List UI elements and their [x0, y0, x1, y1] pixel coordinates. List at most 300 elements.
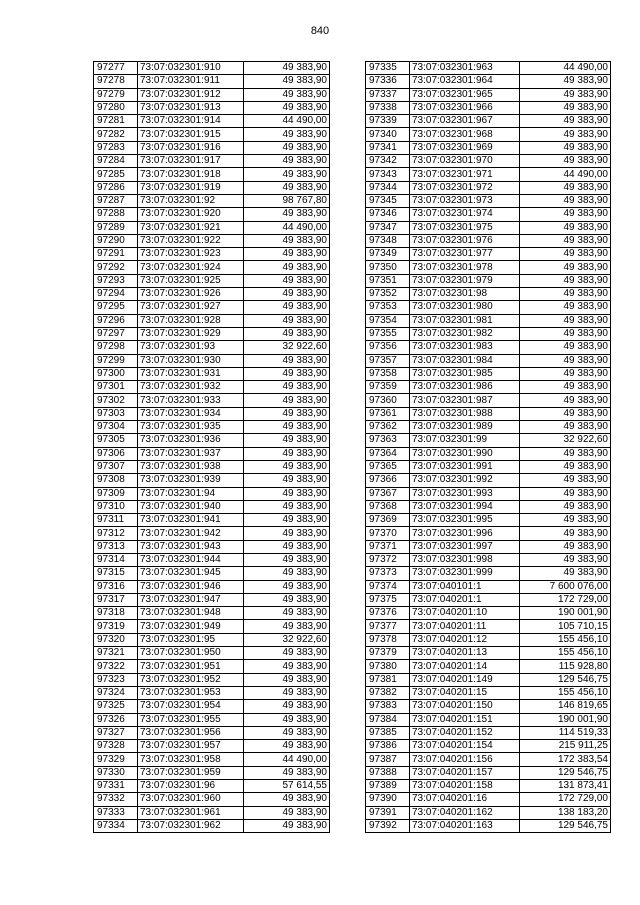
cadastral-number-cell: 73:07:032301:943 — [138, 540, 244, 553]
row-number-cell: 97385 — [366, 726, 410, 739]
value-cell: 49 383,90 — [244, 274, 330, 287]
cadastral-number-cell: 73:07:032301:969 — [410, 141, 520, 154]
table-row — [366, 115, 611, 128]
row-number-cell: 97381 — [366, 673, 410, 686]
cadastral-number-cell: 73:07:032301:967 — [410, 115, 520, 128]
table-row — [94, 248, 330, 261]
cadastral-number-cell: 73:07:032301:940 — [138, 500, 244, 513]
cadastral-number-cell: 73:07:032301:997 — [410, 540, 520, 553]
table-row — [366, 673, 611, 686]
cadastral-number-cell: 73:07:032301:972 — [410, 181, 520, 194]
table-row — [366, 394, 611, 407]
row-number-cell: 97305 — [94, 434, 138, 447]
value-cell: 49 383,90 — [520, 75, 611, 88]
cadastral-number-cell: 73:07:032301:915 — [138, 128, 244, 141]
cadastral-number-cell: 73:07:040201:154 — [410, 740, 520, 753]
value-cell: 49 383,90 — [244, 141, 330, 154]
cadastral-number-cell: 73:07:032301:947 — [138, 593, 244, 606]
table-row — [366, 381, 611, 394]
table-row — [94, 620, 330, 633]
table-row — [94, 580, 330, 593]
cadastral-number-cell: 73:07:032301:966 — [410, 101, 520, 114]
table-row — [94, 447, 330, 460]
value-cell: 49 383,90 — [244, 168, 330, 181]
row-number-cell: 97296 — [94, 314, 138, 327]
row-number-cell: 97360 — [366, 394, 410, 407]
cadastral-number-cell: 73:07:032301:912 — [138, 88, 244, 101]
row-number-cell: 97343 — [366, 168, 410, 181]
table-row — [366, 221, 611, 234]
value-cell: 49 383,90 — [244, 540, 330, 553]
value-cell: 49 383,90 — [520, 527, 611, 540]
table-row — [94, 141, 330, 154]
cadastral-number-cell: 73:07:040201:10 — [410, 607, 520, 620]
row-number-cell: 97378 — [366, 633, 410, 646]
value-cell: 49 383,90 — [244, 248, 330, 261]
cadastral-number-cell: 73:07:032301:958 — [138, 753, 244, 766]
row-number-cell: 97353 — [366, 301, 410, 314]
cadastral-number-cell: 73:07:032301:986 — [410, 381, 520, 394]
cadastral-number-cell: 73:07:032301:983 — [410, 341, 520, 354]
value-cell: 155 456,10 — [520, 647, 611, 660]
row-number-cell: 97287 — [94, 194, 138, 207]
cadastral-number-cell: 73:07:032301:920 — [138, 208, 244, 221]
right-table — [365, 61, 611, 833]
row-number-cell: 97313 — [94, 540, 138, 553]
row-number-cell: 97304 — [94, 421, 138, 434]
cadastral-number-cell: 73:07:032301:989 — [410, 421, 520, 434]
row-number-cell: 97289 — [94, 221, 138, 234]
row-number-cell: 97277 — [94, 62, 138, 75]
value-cell: 49 383,90 — [244, 434, 330, 447]
value-cell: 7 600 076,00 — [520, 580, 611, 593]
cadastral-number-cell: 73:07:040201:163 — [410, 819, 520, 832]
table-row — [94, 301, 330, 314]
cadastral-number-cell: 73:07:032301:921 — [138, 221, 244, 234]
table-row — [366, 793, 611, 806]
cadastral-number-cell: 73:07:032301:951 — [138, 660, 244, 673]
table-row — [366, 726, 611, 739]
row-number-cell: 97312 — [94, 527, 138, 540]
cadastral-number-cell: 73:07:032301:968 — [410, 128, 520, 141]
table-row — [94, 367, 330, 380]
table-row — [366, 487, 611, 500]
value-cell: 49 383,90 — [244, 593, 330, 606]
row-number-cell: 97368 — [366, 500, 410, 513]
cadastral-number-cell: 73:07:032301:911 — [138, 75, 244, 88]
row-number-cell: 97372 — [366, 553, 410, 566]
row-number-cell: 97317 — [94, 593, 138, 606]
row-number-cell: 97307 — [94, 460, 138, 473]
cadastral-number-cell: 73:07:040201:11 — [410, 620, 520, 633]
cadastral-number-cell: 73:07:032301:973 — [410, 194, 520, 207]
row-number-cell: 97310 — [94, 500, 138, 513]
row-number-cell: 97281 — [94, 115, 138, 128]
value-cell: 49 383,90 — [244, 261, 330, 274]
table-row — [366, 407, 611, 420]
row-number-cell: 97333 — [94, 806, 138, 819]
table-row — [366, 181, 611, 194]
row-number-cell: 97314 — [94, 553, 138, 566]
row-number-cell: 97311 — [94, 514, 138, 527]
cadastral-number-cell: 73:07:032301:985 — [410, 367, 520, 380]
row-number-cell: 97387 — [366, 753, 410, 766]
value-cell: 49 383,90 — [520, 553, 611, 566]
value-cell: 49 383,90 — [244, 527, 330, 540]
row-number-cell: 97282 — [94, 128, 138, 141]
row-number-cell: 97288 — [94, 208, 138, 221]
value-cell: 49 383,90 — [244, 234, 330, 247]
value-cell: 190 001,90 — [520, 713, 611, 726]
cadastral-number-cell: 73:07:032301:979 — [410, 274, 520, 287]
row-number-cell: 97321 — [94, 647, 138, 660]
table-row — [366, 593, 611, 606]
row-number-cell: 97359 — [366, 381, 410, 394]
value-cell: 49 383,90 — [244, 367, 330, 380]
cadastral-number-cell: 73:07:032301:955 — [138, 713, 244, 726]
table-row — [366, 819, 611, 832]
cadastral-number-cell: 73:07:032301:93 — [138, 341, 244, 354]
row-number-cell: 97291 — [94, 248, 138, 261]
value-cell: 49 383,90 — [244, 460, 330, 473]
table-row — [366, 514, 611, 527]
left-table — [93, 61, 330, 833]
table-row — [94, 540, 330, 553]
table-row — [366, 234, 611, 247]
cadastral-number-cell: 73:07:032301:926 — [138, 288, 244, 301]
cadastral-number-cell: 73:07:040201:149 — [410, 673, 520, 686]
table-row — [366, 354, 611, 367]
table-row — [94, 487, 330, 500]
row-number-cell: 97382 — [366, 686, 410, 699]
row-number-cell: 97367 — [366, 487, 410, 500]
cadastral-number-cell: 73:07:032301:946 — [138, 580, 244, 593]
row-number-cell: 97380 — [366, 660, 410, 673]
cadastral-number-cell: 73:07:032301:919 — [138, 181, 244, 194]
value-cell: 98 767,80 — [244, 194, 330, 207]
cadastral-number-cell: 73:07:040201:152 — [410, 726, 520, 739]
value-cell: 49 383,90 — [244, 447, 330, 460]
row-number-cell: 97308 — [94, 474, 138, 487]
row-number-cell: 97392 — [366, 819, 410, 832]
table-row — [94, 527, 330, 540]
table-row — [94, 500, 330, 513]
value-cell: 129 546,75 — [520, 766, 611, 779]
cadastral-number-cell: 73:07:040201:156 — [410, 753, 520, 766]
table-row — [366, 274, 611, 287]
value-cell: 49 383,90 — [244, 314, 330, 327]
row-number-cell: 97366 — [366, 474, 410, 487]
cadastral-number-cell: 73:07:032301:929 — [138, 327, 244, 340]
value-cell: 49 383,90 — [244, 793, 330, 806]
cadastral-number-cell: 73:07:032301:963 — [410, 62, 520, 75]
cadastral-number-cell: 73:07:032301:957 — [138, 740, 244, 753]
cadastral-number-cell: 73:07:032301:927 — [138, 301, 244, 314]
row-number-cell: 97293 — [94, 274, 138, 287]
cadastral-number-cell: 73:07:032301:941 — [138, 514, 244, 527]
value-cell: 49 383,90 — [244, 514, 330, 527]
value-cell: 49 383,90 — [520, 141, 611, 154]
value-cell: 32 922,60 — [244, 341, 330, 354]
cadastral-number-cell: 73:07:032301:935 — [138, 421, 244, 434]
value-cell: 49 383,90 — [244, 726, 330, 739]
table-row — [94, 673, 330, 686]
table-row — [94, 194, 330, 207]
cadastral-number-cell: 73:07:032301:988 — [410, 407, 520, 420]
cadastral-number-cell: 73:07:032301:917 — [138, 155, 244, 168]
cadastral-number-cell: 73:07:032301:916 — [138, 141, 244, 154]
value-cell: 49 383,90 — [244, 288, 330, 301]
row-number-cell: 97284 — [94, 155, 138, 168]
value-cell: 49 383,90 — [244, 553, 330, 566]
table-row — [366, 686, 611, 699]
value-cell: 49 383,90 — [520, 421, 611, 434]
value-cell: 49 383,90 — [520, 514, 611, 527]
value-cell: 44 490,00 — [244, 115, 330, 128]
value-cell: 49 383,90 — [244, 128, 330, 141]
value-cell: 49 383,90 — [244, 474, 330, 487]
table-row — [366, 607, 611, 620]
row-number-cell: 97315 — [94, 567, 138, 580]
table-row — [94, 647, 330, 660]
value-cell: 49 383,90 — [520, 301, 611, 314]
table-row — [366, 500, 611, 513]
table-row — [366, 421, 611, 434]
value-cell: 49 383,90 — [520, 88, 611, 101]
cadastral-number-cell: 73:07:032301:942 — [138, 527, 244, 540]
row-number-cell: 97340 — [366, 128, 410, 141]
value-cell: 49 383,90 — [244, 381, 330, 394]
page-number: 840 — [310, 25, 330, 37]
row-number-cell: 97280 — [94, 101, 138, 114]
row-number-cell: 97386 — [366, 740, 410, 753]
table-row — [94, 128, 330, 141]
table-row — [366, 567, 611, 580]
value-cell: 49 383,90 — [244, 766, 330, 779]
row-number-cell: 97327 — [94, 726, 138, 739]
value-cell: 49 383,90 — [244, 327, 330, 340]
row-number-cell: 97374 — [366, 580, 410, 593]
cadastral-number-cell: 73:07:032301:99 — [410, 434, 520, 447]
row-number-cell: 97370 — [366, 527, 410, 540]
row-number-cell: 97356 — [366, 341, 410, 354]
row-number-cell: 97297 — [94, 327, 138, 340]
cadastral-number-cell: 73:07:040201:16 — [410, 793, 520, 806]
table-row — [366, 261, 611, 274]
value-cell: 49 383,90 — [520, 208, 611, 221]
table-row — [94, 341, 330, 354]
table-row — [94, 208, 330, 221]
table-row — [366, 327, 611, 340]
value-cell: 49 383,90 — [244, 567, 330, 580]
table-row — [366, 580, 611, 593]
table-row — [366, 753, 611, 766]
table-row — [94, 261, 330, 274]
table-row — [366, 88, 611, 101]
value-cell: 49 383,90 — [244, 394, 330, 407]
cadastral-number-cell: 73:07:032301:999 — [410, 567, 520, 580]
cadastral-number-cell: 73:07:032301:998 — [410, 553, 520, 566]
cadastral-number-cell: 73:07:032301:962 — [138, 819, 244, 832]
row-number-cell: 97300 — [94, 367, 138, 380]
row-number-cell: 97286 — [94, 181, 138, 194]
value-cell: 215 911,25 — [520, 740, 611, 753]
table-row — [366, 101, 611, 114]
table-row — [94, 460, 330, 473]
table-row — [366, 367, 611, 380]
cadastral-number-cell: 73:07:032301:954 — [138, 700, 244, 713]
value-cell: 49 383,90 — [244, 713, 330, 726]
row-number-cell: 97306 — [94, 447, 138, 460]
table-row — [94, 75, 330, 88]
value-cell: 49 383,90 — [244, 647, 330, 660]
value-cell: 155 456,10 — [520, 633, 611, 646]
row-number-cell: 97295 — [94, 301, 138, 314]
cadastral-number-cell: 73:07:032301:949 — [138, 620, 244, 633]
value-cell: 49 383,90 — [520, 234, 611, 247]
row-number-cell: 97283 — [94, 141, 138, 154]
row-number-cell: 97348 — [366, 234, 410, 247]
cadastral-number-cell: 73:07:032301:959 — [138, 766, 244, 779]
value-cell: 49 383,90 — [520, 155, 611, 168]
table-row — [94, 593, 330, 606]
row-number-cell: 97326 — [94, 713, 138, 726]
value-cell: 49 383,90 — [520, 394, 611, 407]
right-table-body — [366, 62, 611, 833]
cadastral-number-cell: 73:07:032301:948 — [138, 607, 244, 620]
row-number-cell: 97330 — [94, 766, 138, 779]
table-row — [366, 780, 611, 793]
row-number-cell: 97352 — [366, 288, 410, 301]
table-row — [94, 274, 330, 287]
value-cell: 49 383,90 — [520, 101, 611, 114]
table-row — [366, 248, 611, 261]
row-number-cell: 97332 — [94, 793, 138, 806]
row-number-cell: 97373 — [366, 567, 410, 580]
table-row — [366, 208, 611, 221]
row-number-cell: 97336 — [366, 75, 410, 88]
row-number-cell: 97364 — [366, 447, 410, 460]
table-row — [366, 713, 611, 726]
row-number-cell: 97331 — [94, 780, 138, 793]
table-row — [94, 381, 330, 394]
cadastral-number-cell: 73:07:032301:987 — [410, 394, 520, 407]
cadastral-number-cell: 73:07:032301:939 — [138, 474, 244, 487]
value-cell: 49 383,90 — [244, 301, 330, 314]
value-cell: 49 383,90 — [244, 660, 330, 673]
value-cell: 49 383,90 — [244, 354, 330, 367]
cadastral-number-cell: 73:07:032301:982 — [410, 327, 520, 340]
row-number-cell: 97344 — [366, 181, 410, 194]
value-cell: 49 383,90 — [244, 740, 330, 753]
value-cell: 49 383,90 — [520, 407, 611, 420]
value-cell: 49 383,90 — [520, 460, 611, 473]
value-cell: 49 383,90 — [244, 181, 330, 194]
table-row — [94, 407, 330, 420]
value-cell: 49 383,90 — [244, 407, 330, 420]
row-number-cell: 97350 — [366, 261, 410, 274]
row-number-cell: 97375 — [366, 593, 410, 606]
value-cell: 44 490,00 — [520, 168, 611, 181]
cadastral-number-cell: 73:07:032301:981 — [410, 314, 520, 327]
table-row — [366, 301, 611, 314]
value-cell: 114 519,33 — [520, 726, 611, 739]
value-cell: 49 383,90 — [520, 354, 611, 367]
row-number-cell: 97279 — [94, 88, 138, 101]
cadastral-number-cell: 73:07:032301:952 — [138, 673, 244, 686]
table-row — [94, 394, 330, 407]
value-cell: 49 383,90 — [520, 567, 611, 580]
row-number-cell: 97294 — [94, 288, 138, 301]
row-number-cell: 97365 — [366, 460, 410, 473]
row-number-cell: 97323 — [94, 673, 138, 686]
table-row — [366, 806, 611, 819]
value-cell: 49 383,90 — [520, 540, 611, 553]
row-number-cell: 97355 — [366, 327, 410, 340]
table-row — [94, 155, 330, 168]
cadastral-number-cell: 73:07:032301:98 — [410, 288, 520, 301]
table-row — [94, 327, 330, 340]
table-row — [94, 553, 330, 566]
value-cell: 49 383,90 — [520, 221, 611, 234]
value-cell: 49 383,90 — [244, 673, 330, 686]
table-row — [94, 740, 330, 753]
value-cell: 49 383,90 — [244, 88, 330, 101]
cadastral-number-cell: 73:07:032301:961 — [138, 806, 244, 819]
value-cell: 49 383,90 — [520, 288, 611, 301]
row-number-cell: 97309 — [94, 487, 138, 500]
cadastral-number-cell: 73:07:032301:996 — [410, 527, 520, 540]
row-number-cell: 97302 — [94, 394, 138, 407]
row-number-cell: 97371 — [366, 540, 410, 553]
table-row — [94, 221, 330, 234]
row-number-cell: 97322 — [94, 660, 138, 673]
left-table-body — [94, 62, 330, 833]
table-row — [366, 155, 611, 168]
value-cell: 172 383,54 — [520, 753, 611, 766]
value-cell: 49 383,90 — [244, 806, 330, 819]
table-row — [94, 633, 330, 646]
value-cell: 44 490,00 — [244, 753, 330, 766]
value-cell: 115 928,80 — [520, 660, 611, 673]
value-cell: 172 729,00 — [520, 593, 611, 606]
row-number-cell: 97278 — [94, 75, 138, 88]
cadastral-number-cell: 73:07:032301:994 — [410, 500, 520, 513]
cadastral-number-cell: 73:07:032301:984 — [410, 354, 520, 367]
row-number-cell: 97320 — [94, 633, 138, 646]
cadastral-number-cell: 73:07:032301:991 — [410, 460, 520, 473]
cadastral-number-cell: 73:07:032301:933 — [138, 394, 244, 407]
cadastral-number-cell: 73:07:032301:964 — [410, 75, 520, 88]
table-row — [94, 793, 330, 806]
cadastral-number-cell: 73:07:032301:974 — [410, 208, 520, 221]
cadastral-number-cell: 73:07:032301:945 — [138, 567, 244, 580]
row-number-cell: 97346 — [366, 208, 410, 221]
row-number-cell: 97383 — [366, 700, 410, 713]
row-number-cell: 97363 — [366, 434, 410, 447]
cadastral-number-cell: 73:07:032301:938 — [138, 460, 244, 473]
cadastral-number-cell: 73:07:040201:12 — [410, 633, 520, 646]
cadastral-number-cell: 73:07:032301:923 — [138, 248, 244, 261]
cadastral-number-cell: 73:07:032301:978 — [410, 261, 520, 274]
row-number-cell: 97324 — [94, 686, 138, 699]
value-cell: 190 001,90 — [520, 607, 611, 620]
value-cell: 49 383,90 — [520, 194, 611, 207]
cadastral-number-cell: 73:07:040101:1 — [410, 580, 520, 593]
cadastral-number-cell: 73:07:032301:924 — [138, 261, 244, 274]
value-cell: 32 922,60 — [520, 434, 611, 447]
table-row — [366, 766, 611, 779]
